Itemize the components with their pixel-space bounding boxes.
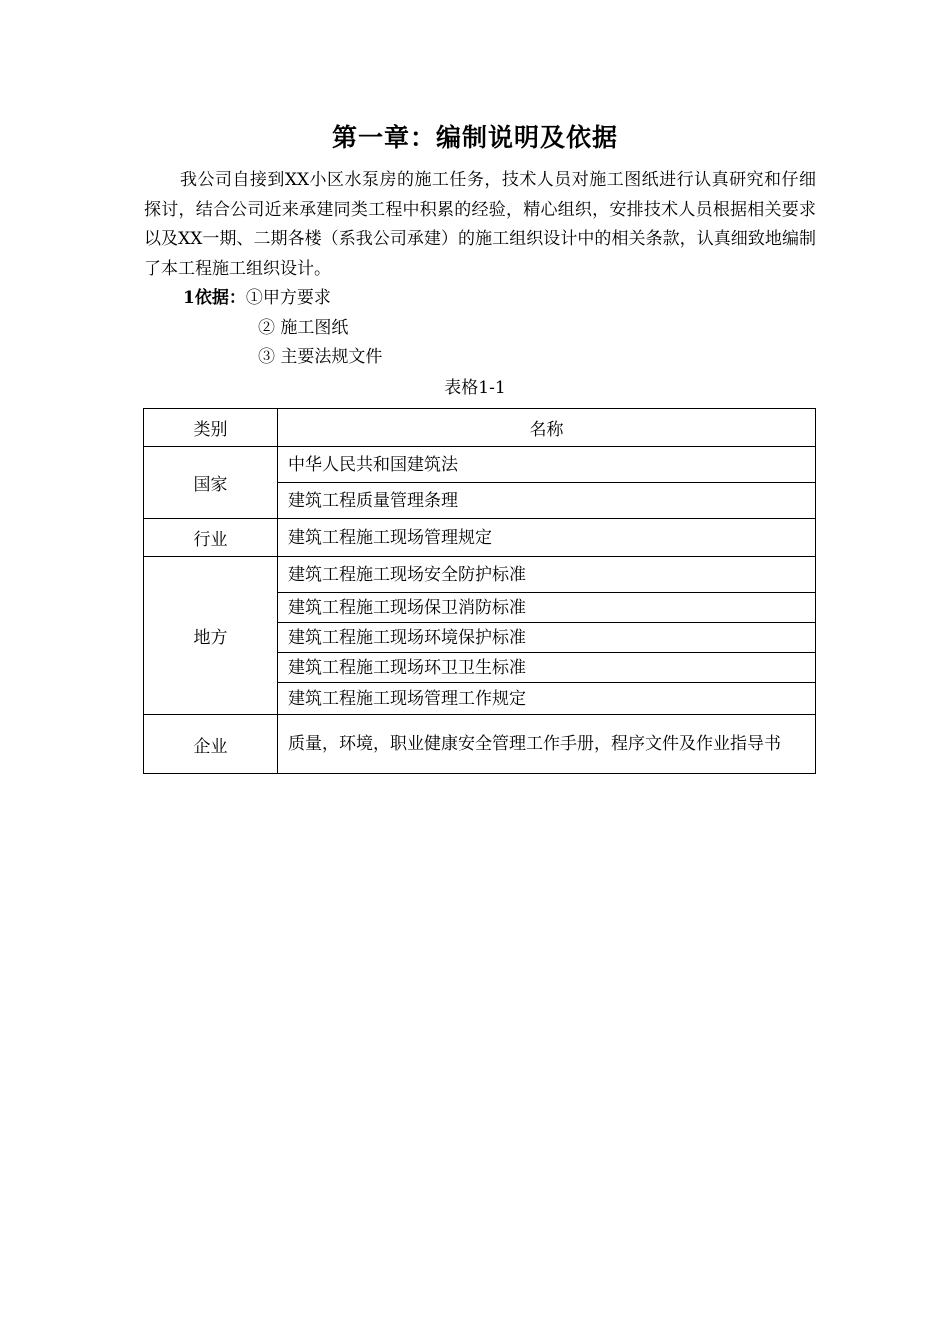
regulation-cell: 建筑工程质量管理条理: [278, 483, 816, 519]
header-category: 类别: [144, 409, 278, 447]
basis-label: 1依据：: [183, 288, 246, 308]
category-cell-local: 地方: [144, 557, 278, 715]
regulation-cell: 建筑工程施工现场安全防护标准: [278, 557, 816, 593]
regulation-cell: 建筑工程施工现场保卫消防标准: [278, 593, 816, 623]
table-caption: 表格1-1: [444, 378, 506, 398]
table-row: [144, 715, 816, 774]
regulation-cell: 建筑工程施工现场管理工作规定: [278, 683, 816, 715]
regulations-table: [143, 408, 816, 774]
table-row: [144, 447, 816, 483]
header-name: 名称: [278, 409, 816, 447]
basis-item-1: ①甲方要求: [245, 288, 331, 308]
category-cell-industry: 行业: [144, 519, 278, 557]
chapter-title: 第一章：编制说明及依据: [331, 123, 618, 152]
category-cell-national: 国家: [144, 447, 278, 519]
basis-item-3: ③ 主要法规文件: [258, 347, 383, 367]
basis-item-2: ② 施工图纸: [258, 318, 349, 338]
regulation-cell: 建筑工程施工现场管理规定: [278, 519, 816, 557]
table-header-row: [144, 409, 816, 447]
table-row: [144, 519, 816, 557]
category-cell-enterprise: 企业: [144, 715, 278, 774]
regulation-cell: 质量，环境，职业健康安全管理工作手册，程序文件及作业指导书: [278, 715, 816, 774]
intro-paragraph: 我公司自接到XX小区水泵房的施工任务，技术人员对施工图纸进行认真研究和仔细探讨，结合公司近来承建同类工程中积累的经验，精心组织，安排技术人员根据相关要求以及XX一期、二期各楼（系我公司承建）的施工组织设计中的相关条款，认真细致地编制了本工程施工组织设计。: [144, 170, 816, 279]
table-row: [144, 557, 816, 593]
basis-line-1: [183, 286, 331, 310]
regulation-cell: 建筑工程施工现场环卫卫生标准: [278, 653, 816, 683]
regulation-cell: 建筑工程施工现场环境保护标准: [278, 623, 816, 653]
regulation-cell: 中华人民共和国建筑法: [278, 447, 816, 483]
